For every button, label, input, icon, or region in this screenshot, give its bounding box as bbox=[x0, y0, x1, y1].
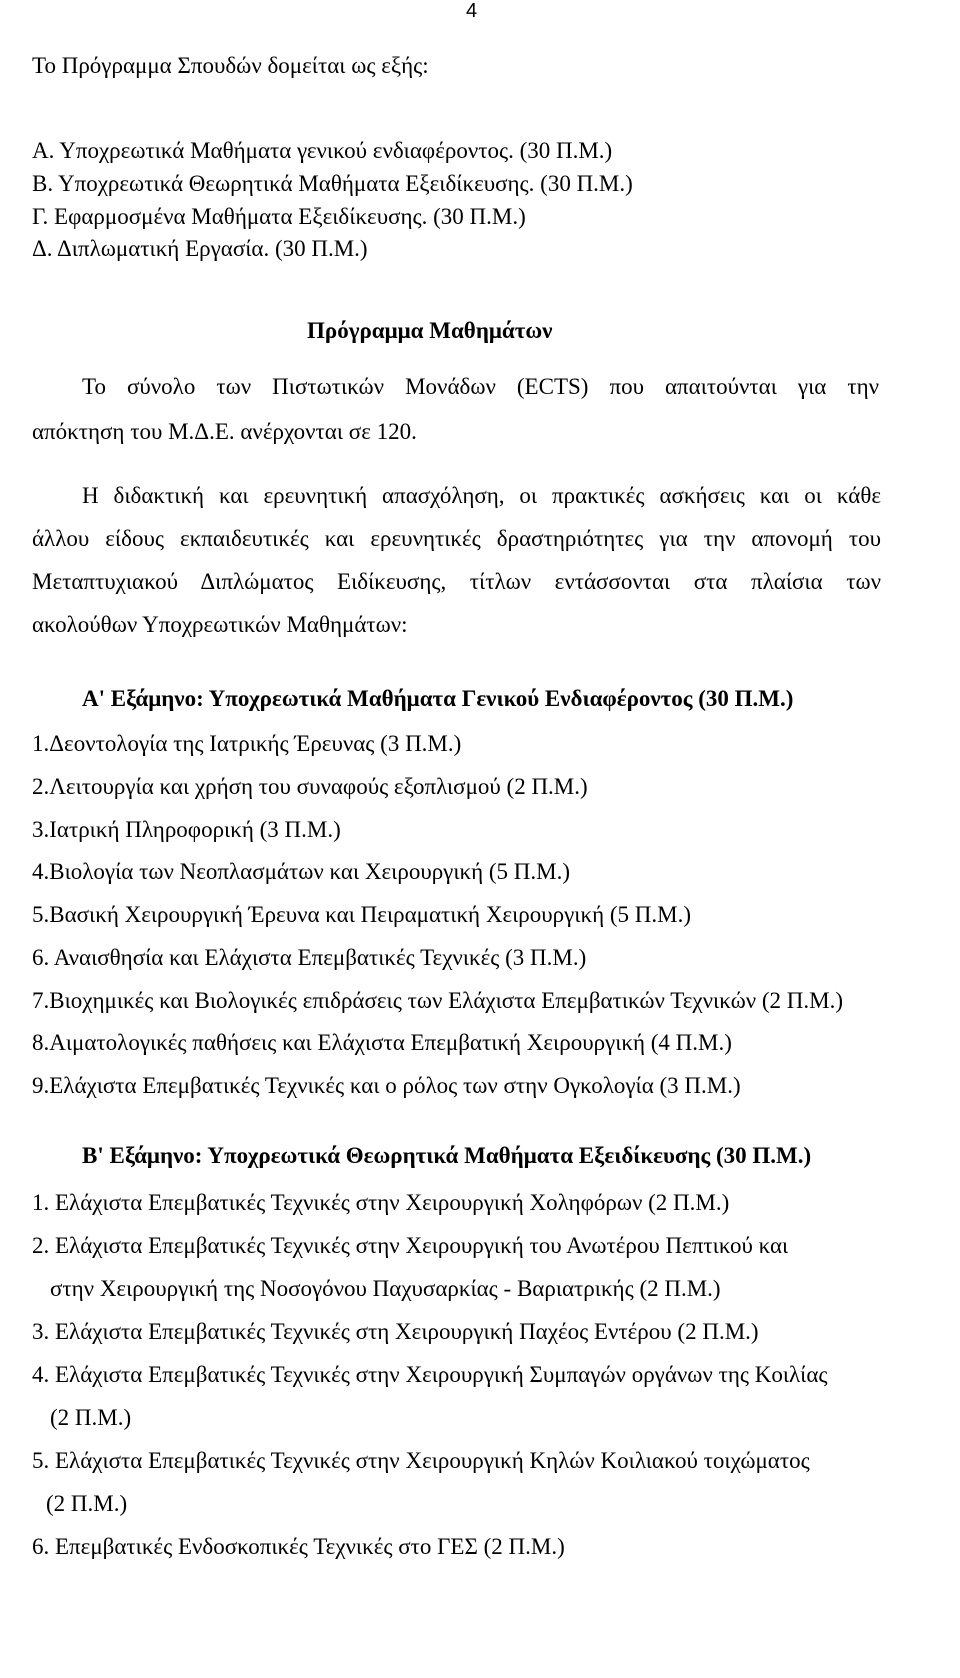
page-number: 4 bbox=[466, 0, 478, 22]
course-a-4: 4.Βιολογία των Νεοπλασμάτων και Χειρουργική (5 Π.Μ.) bbox=[32, 859, 571, 884]
semester-b-heading: Β' Εξάμηνο: Υποχρεωτικά Θεωρητικά Μαθήματα Εξειδίκευσης (30 Π.Μ.) bbox=[82, 1143, 812, 1168]
structure-item-c: Γ. Εφαρμοσμένα Μαθήματα Εξειδίκευσης. (30 Π.Μ.) bbox=[32, 204, 526, 229]
course-a-1: 1.Δεοντολογία της Ιατρικής Έρευνας (3 Π.Μ.) bbox=[32, 731, 462, 756]
course-b-line-3: στην Χειρουργική της Νοσογόνου Παχυσαρκίας - Βαριατρικής (2 Π.Μ.) bbox=[50, 1276, 721, 1301]
course-b-line-6: (2 Π.Μ.) bbox=[50, 1405, 132, 1430]
course-a-5: 5.Βασική Χειρουργική Έρευνα και Πειραματική Χειρουργική (5 Π.Μ.) bbox=[32, 902, 691, 927]
course-a-9: 9.Ελάχιστα Επεμβατικές Τεχνικές και ο ρόλος των στην Ογκολογία (3 Π.Μ.) bbox=[32, 1073, 741, 1098]
description-line-2: άλλου είδους εκπαιδευτικές και ερευνητικές δραστηριότητες για την απονομή του bbox=[32, 526, 881, 551]
structure-item-b: Β. Υποχρεωτικά Θεωρητικά Μαθήματα Εξειδίκευσης. (30 Π.Μ.) bbox=[32, 171, 633, 196]
semester-a-heading: Α' Εξάμηνο: Υποχρεωτικά Μαθήματα Γενικού Ενδιαφέροντος (30 Π.Μ.) bbox=[82, 686, 794, 711]
course-a-6: 6. Αναισθησία και Ελάχιστα Επεμβατικές Τεχνικές (3 Π.Μ.) bbox=[32, 945, 587, 970]
description-line-1: Η διδακτική και ερευνητική απασχόληση, οι πρακτικές ασκήσεις και οι κάθε bbox=[82, 483, 881, 508]
structure-item-a: Α. Υποχρεωτικά Μαθήματα γενικού ενδιαφέροντος. (30 Π.Μ.) bbox=[32, 138, 613, 163]
course-b-line-4: 3. Ελάχιστα Επεμβατικές Τεχνικές στη Χειρουργική Παχέος Εντέρου (2 Π.Μ.) bbox=[32, 1319, 759, 1344]
course-a-2: 2.Λειτουργία και χρήση του συναφούς εξοπλισμού (2 Π.Μ.) bbox=[32, 774, 588, 799]
course-b-line-8: (2 Π.Μ.) bbox=[46, 1491, 128, 1516]
description-line-3: Μεταπτυχιακού Διπλώματος Ειδίκευσης, τίτλων εντάσσονται στα πλαίσια των bbox=[32, 569, 881, 594]
course-b-line-2: 2. Ελάχιστα Επεμβατικές Τεχνικές στην Χειρουργική του Ανωτέρου Πεπτικού και bbox=[32, 1233, 789, 1258]
course-b-line-7: 5. Ελάχιστα Επεμβατικές Τεχνικές στην Χειρουργική Κηλών Κοιλιακού τοιχώματος bbox=[32, 1448, 810, 1473]
course-a-3: 3.Ιατρική Πληροφορική (3 Π.Μ.) bbox=[32, 817, 341, 842]
course-b-line-9: 6. Επεμβατικές Ενδοσκοπικές Τεχνικές στο ΓΕΣ (2 Π.Μ.) bbox=[32, 1534, 565, 1559]
course-a-8: 8.Αιματολογικές παθήσεις και Ελάχιστα Επεμβατική Χειρουργική (4 Π.Μ.) bbox=[32, 1030, 732, 1055]
ects-line-1: Το σύνολο των Πιστωτικών Μονάδων (ECTS) που απαιτούνται για την bbox=[82, 374, 879, 399]
description-line-4: ακολούθων Υποχρεωτικών Μαθημάτων: bbox=[32, 612, 408, 637]
program-title: Πρόγραμμα Μαθημάτων bbox=[307, 318, 553, 343]
structure-heading: Το Πρόγραμμα Σπουδών δομείται ως εξής: bbox=[32, 53, 429, 78]
course-b-line-5: 4. Ελάχιστα Επεμβατικές Τεχνικές στην Χειρουργική Συμπαγών οργάνων της Κοιλίας bbox=[32, 1362, 828, 1387]
course-b-line-1: 1. Ελάχιστα Επεμβατικές Τεχνικές στην Χειρουργική Χοληφόρων (2 Π.Μ.) bbox=[32, 1190, 730, 1215]
ects-line-2: απόκτηση του Μ.Δ.Ε. ανέρχονται σε 120. bbox=[32, 419, 417, 444]
course-a-7: 7.Βιοχημικές και Βιολογικές επιδράσεις των Ελάχιστα Επεμβατικών Τεχνικών (2 Π.Μ.) bbox=[32, 988, 844, 1013]
structure-item-d: Δ. Διπλωματική Εργασία. (30 Π.Μ.) bbox=[32, 236, 368, 261]
